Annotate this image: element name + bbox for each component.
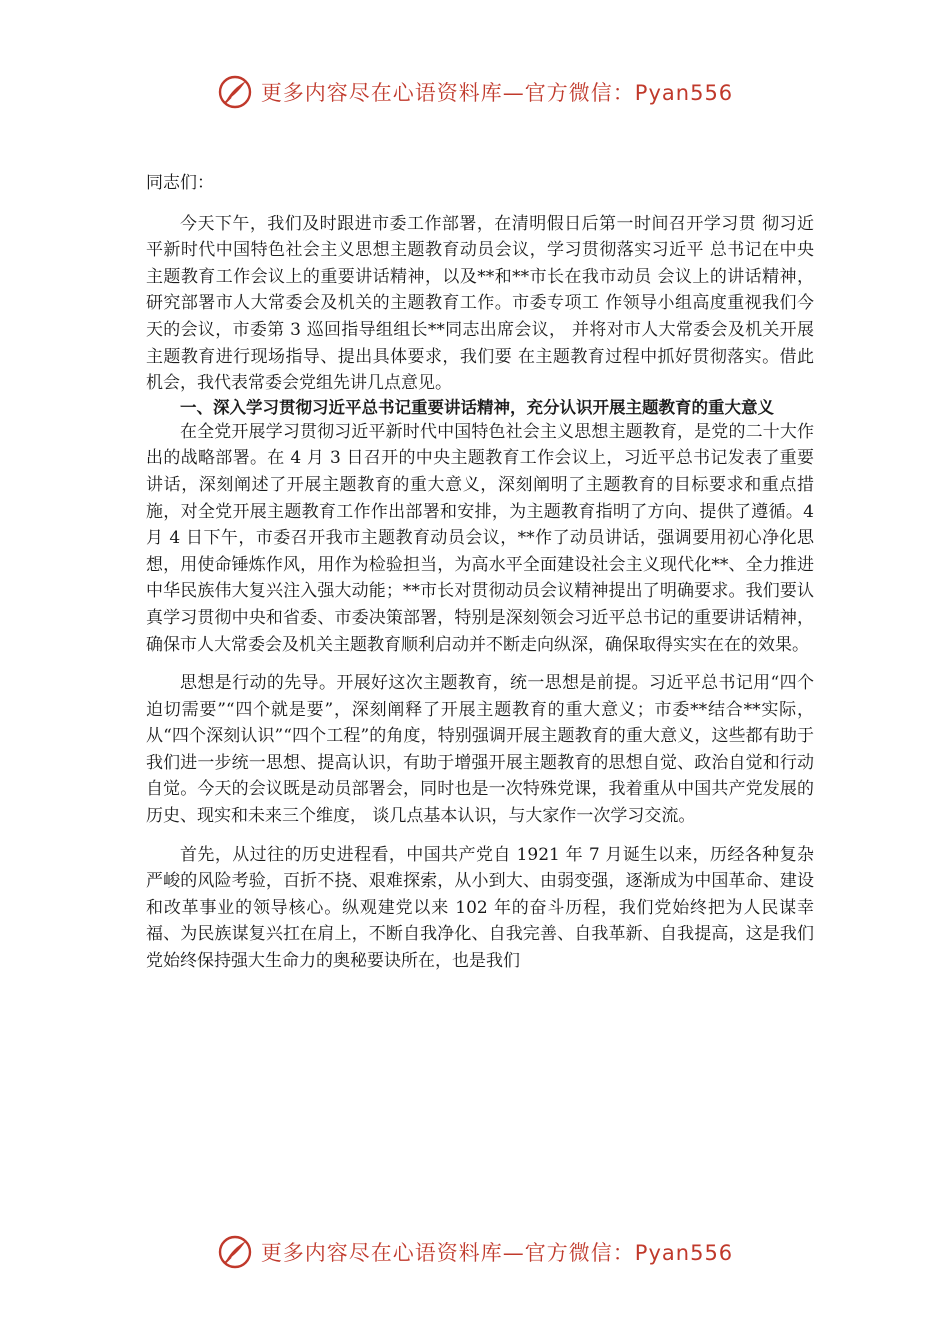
intro-paragraph: 今天下午，我们及时跟进市委工作部署，在清明假日后第一时间召开学习贯 彻习近平新时代中国特色社会主义思想主题教育动员会议，学习贯彻落实习近平 总书记在中央主题教育工作会议上的重要讲话精神，以及**和**市长在我市动员 会议上的讲话精神，研究部署市人大常委会及机关的主题教育工作。市委专项工 作领导小组高度重视我们今天的会议，市委第 3 巡回指导组组长**同志出席会议， 并将对市人大常委会及机关开展主题教育进行现场指导、提出具体要求，我们要 在主题教育过程中抓好贯彻落实。借此机会，我代表常委会党组先讲几点意见。 (146, 213, 814, 394)
section1-paragraph-3: 首先，从过往的历史进程看，中国共产党自 1921 年 7 月诞生以来，历经各种复杂严峻的风险考验，百折不挠、艰难探索，从小到大、由弱变强，逐渐成为中国革命、建设和改革事业的领导核心。纵观建党以来 102 年的奋斗历程，我们党始终把为人民谋幸福、为民族谋复兴扛在肩上，不断自我净化、自我完善、自我革新、自我提高，这是我们党始终保持强大生命力的奥秘要诀所在，也是我们 (146, 844, 814, 972)
quill-logo-icon (217, 1234, 253, 1270)
quill-logo-icon (217, 74, 253, 110)
section1-paragraph-2: 思想是行动的先导。开展好这次主题教育，统一思想是前提。习近平总书记用“四个迫切需要”“四个就是要”，深刻阐释了开展主题教育的重大意义；市委**结合**实际，从“四个深刻认识”“四个工程”的角度，特别强调开展主题教育的重大意义，这些都有助于我们进一步统一思想、提高认识，有助于增强开展主题教育的思想自觉、政治自觉和行动自觉。今天的会议既是动员部署会，同时也是一次特殊党课，我着重从中国共产党发展的历史、现实和未来三个维度， 谈几点基本认识，与大家作一次学习交流。 (146, 673, 814, 827)
header-banner (0, 72, 950, 112)
salutation: 同志们： (146, 173, 214, 193)
document-body (146, 170, 814, 975)
section1-paragraph-1: 在全党开展学习贯彻习近平新时代中国特色社会主义思想主题教育，是党的二十大作出的战略部署。在 4 月 3 日召开的中央主题教育工作会议上，习近平总书记发表了重要讲话，深刻阐述了开展主题教育的重大意义，深刻阐明了主题教育的目标要求和重点措施，对全党开展主题教育工作作出部署和安排，为主题教育指明了方向、提供了遵循。4 月 4 日下午，市委召开我市主题教育动员会议，**作了动员讲话，强调要用初心净化思想，用使命锤炼作风，用作为检验担当，为高水平全面建设社会主义现代化**、全力推进中华民族伟大复兴注入强大动能；**市长对贯彻动员会议精神提出了明确要求。我们要认真学习贯彻中央和省委、市委决策部署，特别是深刻领会习近平总书记的重要讲话精神，确保市人大常委会及机关主题教育顺利启动并不断走向纵深，确保取得实实在在的效果。 (146, 421, 814, 655)
section-heading-1: 一、深入学习贯彻习近平总书记重要讲话精神，充分认识开展主题教育的重大意义 (180, 397, 774, 417)
banner-text: 更多内容尽在心语资料库—官方微信：Pyan556 (260, 1241, 734, 1265)
footer-banner (0, 1232, 950, 1272)
banner-text: 更多内容尽在心语资料库—官方微信：Pyan556 (260, 81, 734, 105)
